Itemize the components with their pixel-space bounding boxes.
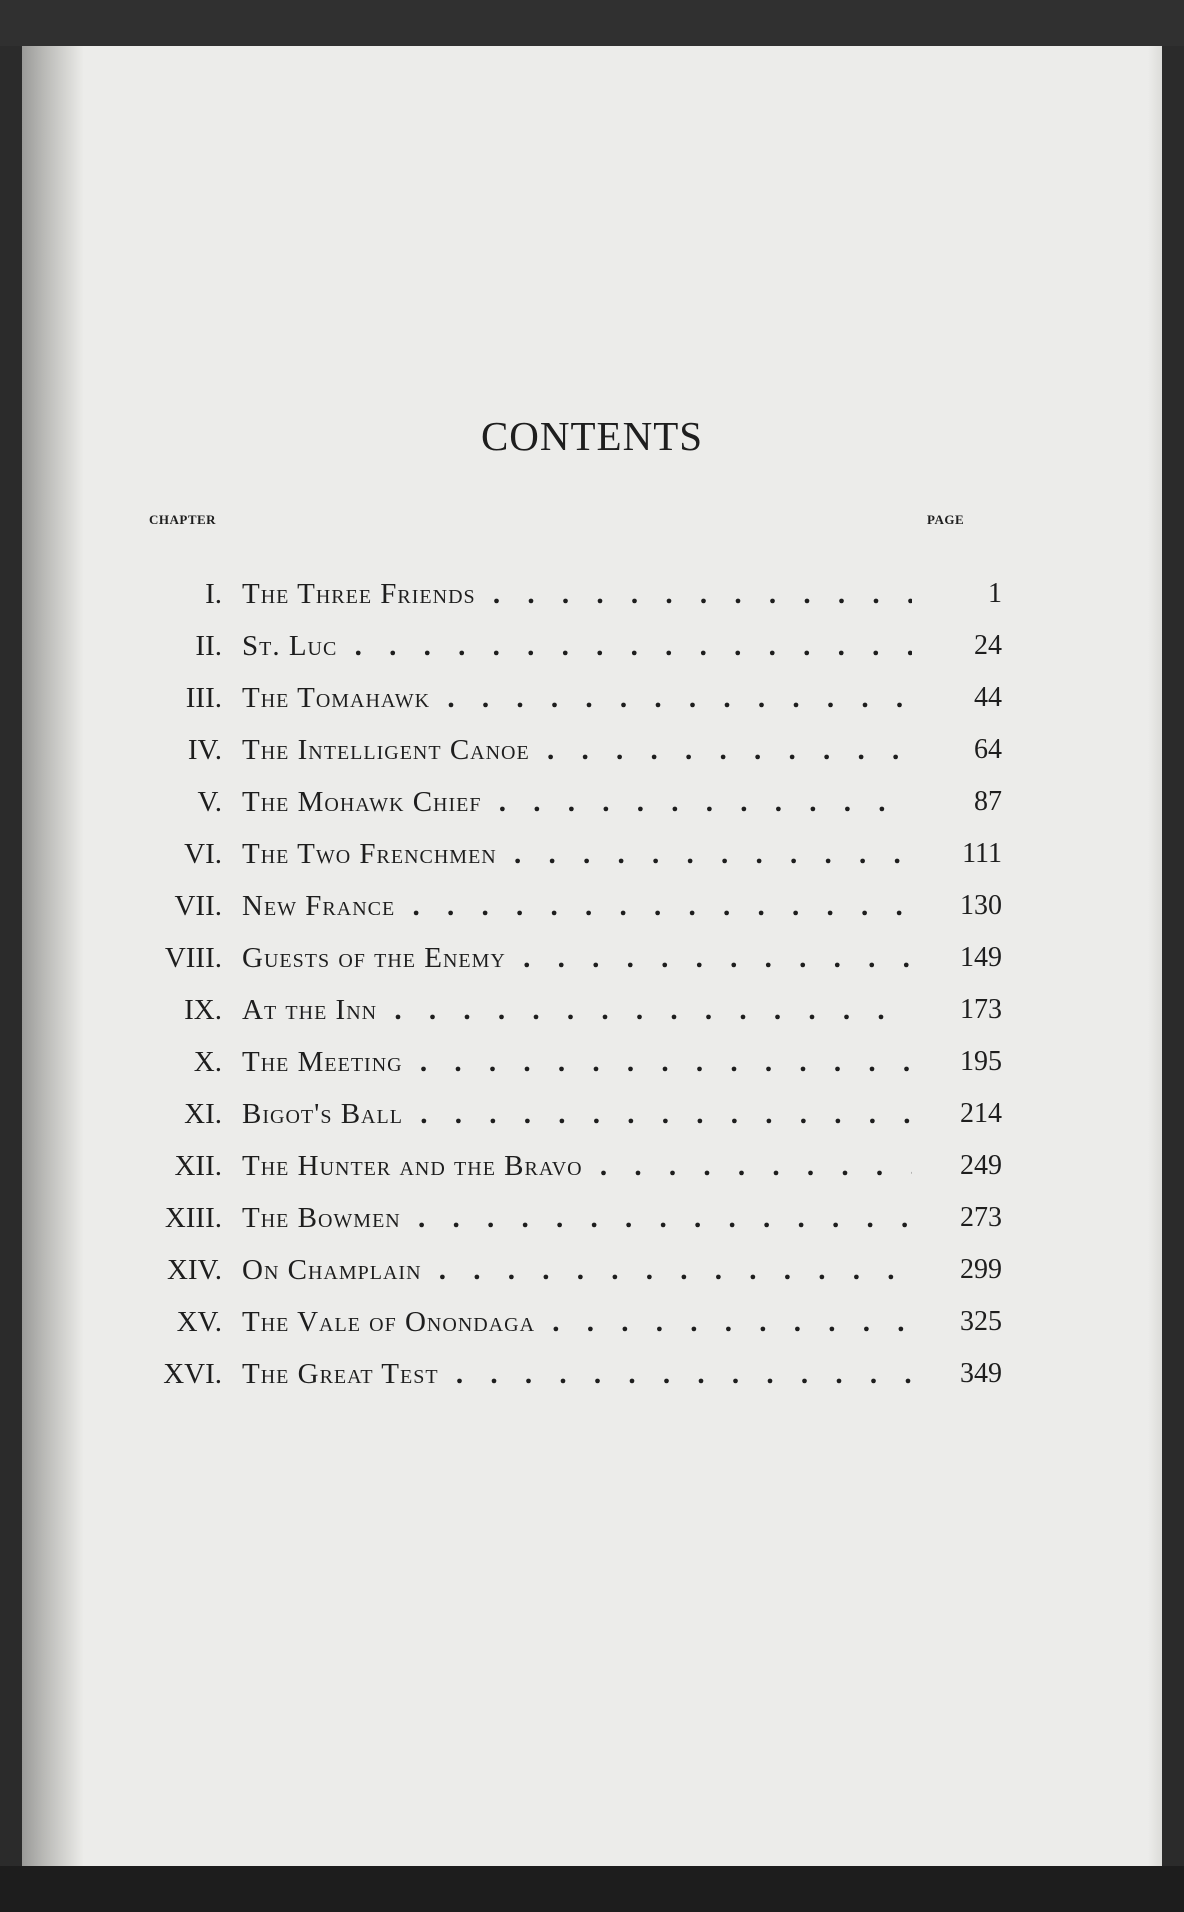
toc-entry (122, 1192, 1002, 1244)
page-number: 349 (960, 1358, 1002, 1389)
page-gutter-shadow (22, 46, 84, 1866)
chapter-numeral: V. (197, 786, 222, 818)
page-number: 325 (960, 1306, 1002, 1337)
chapter-title: On Champlain . . (242, 1244, 912, 1296)
toc-entry (122, 880, 1002, 932)
chapter-numeral: VII. (174, 890, 222, 922)
toc-entry (122, 1348, 1002, 1400)
page-number: 111 (962, 838, 1002, 869)
chapter-title: Bigot's Ball . . (242, 1088, 912, 1140)
toc-entry (122, 1036, 1002, 1088)
chapter-numeral: X. (193, 1046, 222, 1078)
toc-entry (122, 1244, 1002, 1296)
chapter-numeral: XIII. (164, 1202, 222, 1234)
chapter-title: Guests of the Enemy . . (242, 932, 912, 984)
chapter-title: The Hunter and the Bravo . . (242, 1140, 912, 1192)
chapter-title: The Three Friends . . (242, 568, 912, 620)
toc-entry (122, 1296, 1002, 1348)
page-number: 299 (960, 1254, 1002, 1285)
chapter-numeral: IV. (187, 734, 222, 766)
chapter-numeral: II. (195, 630, 222, 662)
chapter-numeral: III. (185, 682, 222, 714)
chapter-numeral: XV. (176, 1306, 222, 1338)
page-number: 214 (960, 1098, 1002, 1129)
toc-entry (122, 724, 1002, 776)
table-of-contents (122, 568, 1002, 1400)
page-number: 24 (974, 630, 1002, 661)
page-number: 1 (988, 578, 1002, 609)
chapter-numeral: I. (205, 578, 222, 610)
toc-entry (122, 776, 1002, 828)
page-number: 64 (974, 734, 1002, 765)
chapter-title: New France . . (242, 880, 912, 932)
page-number: 173 (960, 994, 1002, 1025)
chapter-title: The Vale of Onondaga . . (242, 1296, 912, 1348)
page-column-label: PAGE (927, 512, 965, 527)
chapter-numeral: XI. (184, 1098, 222, 1130)
chapter-title: The Bowmen . . (242, 1192, 912, 1244)
page-number: 273 (960, 1202, 1002, 1233)
toc-entry (122, 568, 1002, 620)
chapter-title: The Two Frenchmen . . (242, 828, 912, 880)
chapter-numeral: XII. (174, 1150, 222, 1182)
chapter-numeral: XIV. (166, 1254, 222, 1286)
chapter-numeral: XVI. (163, 1358, 222, 1390)
chapter-title: The Meeting . . (242, 1036, 912, 1088)
page-number: 249 (960, 1150, 1002, 1181)
chapter-title: The Tomahawk . . (242, 672, 912, 724)
chapter-title: The Mohawk Chief . . (242, 776, 912, 828)
chapter-title: The Great Test . . (242, 1348, 912, 1400)
page-number: 195 (960, 1046, 1002, 1077)
scan-bottom-border (0, 1866, 1184, 1912)
toc-entry (122, 1140, 1002, 1192)
chapter-numeral: VI. (184, 838, 222, 870)
page-number: 130 (960, 890, 1002, 921)
book-page (22, 46, 1162, 1866)
toc-entry (122, 672, 1002, 724)
toc-entry (122, 620, 1002, 672)
toc-entry (122, 1088, 1002, 1140)
chapter-numeral: IX. (184, 994, 222, 1026)
chapter-title: At the Inn . . (242, 984, 912, 1036)
chapter-numeral: VIII. (164, 942, 222, 974)
page-number: 149 (960, 942, 1002, 973)
toc-entry (122, 932, 1002, 984)
page-number: 87 (974, 786, 1002, 817)
chapter-title: The Intelligent Canoe . . (242, 724, 912, 776)
page-title: CONTENTS (480, 413, 704, 459)
toc-entry (122, 828, 1002, 880)
page-edge (1148, 46, 1162, 1866)
chapter-column-label: CHAPTER (149, 512, 217, 527)
scan-top-border (0, 0, 1184, 46)
toc-entry (122, 984, 1002, 1036)
page-number: 44 (974, 682, 1002, 713)
chapter-title: St. Luc . . (242, 620, 912, 672)
